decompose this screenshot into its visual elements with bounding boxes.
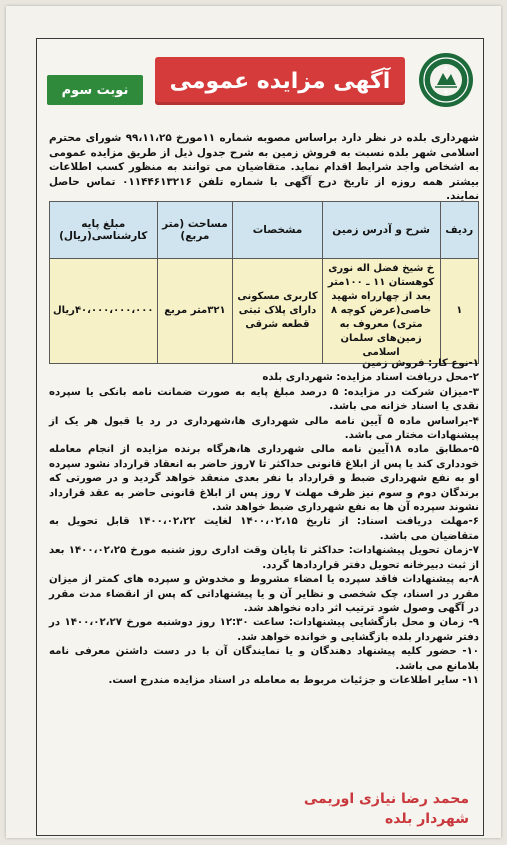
col-area-header: مساحت (متر مربع): [157, 202, 233, 259]
term-item: ۵-مطابق ماده ۱۸آیین نامه مالی شهرداری ها،هرگاه برنده مزایده از انجام معامله خودداری کند یا پس از ابلاغ قانونی حداکثر تا ۷روز حاضر به انعقاد قرارداد نشود سپرده او به نفع شهرداری ضبط و قرارداد با نفر بعدی منعقد خواهد گردید و در صورتی که برندگان دوم و سوم نیز ظرف مهلت ۷ روز پس از ابلاغ قانونی حاضر به عقد قرارداد نشوند سپرده آن ها به نفع شهرداری ضبط خواهد شد.: [49, 444, 479, 514]
table-header-row: [50, 202, 479, 259]
auction-lots-table: [49, 201, 479, 364]
term-item: ۴-براساس ماده ۵ آیین نامه مالی شهرداری ها،شهرداری در رد یا قبول هر یک از پیشنهادات مختار می باشد.: [49, 415, 479, 442]
table-row: [50, 259, 479, 364]
intro-paragraph: شهرداری بلده در نظر دارد براساس مصوبه شماره ۱۱مورخ ۹۹،۱۱،۲۵ شورای محترم اسلامی شهر بلده نسبت به فروش زمین به شرح جدول ذیل از طریق مزایده عمومی به اشخاص واجد شرایط اقدام نماید. متقاضیان می توانند به منظور کسب اطلاعات بیشتر همه روزه از تاریخ درج آگهی با شماره تلفن ۰۱۱۴۴۶۱۳۲۱۶ تماس حاصل نمایند.: [49, 132, 479, 202]
cell-price: ۴۰،۰۰۰،۰۰۰،۰۰۰ریال: [50, 259, 158, 364]
signatory-name: محمد رضا نیازی اوریمی: [303, 791, 469, 807]
ad-header: [37, 39, 483, 121]
municipality-seal-icon: [417, 51, 475, 109]
term-item: ۲-محل دریافت اسناد مزایده: شهرداری بلده: [262, 372, 479, 384]
terms-list: [49, 357, 479, 688]
col-price-header: مبلغ پایه کارشناسی(ریال): [50, 202, 158, 259]
cell-specs: کاربری مسکونی دارای پلاک ثبتی قطعه شرقی: [233, 259, 322, 364]
signature-block: [304, 789, 469, 829]
cell-row-number: ۱: [440, 259, 478, 364]
round-badge: نوبت سوم: [47, 75, 143, 105]
col-specs-header: مشخصات: [233, 202, 322, 259]
signatory-position: شهردار بلده: [385, 811, 469, 827]
term-item: ۱۰- حضور کلیه پیشنهاد دهندگان و یا نمایندگان آن با در دست داشتن معرفی نامه بلامانع می باشد.: [49, 646, 479, 672]
col-row-header: ردیف: [440, 202, 478, 259]
ad-title: آگهی مزایده عمومی: [155, 57, 405, 105]
term-item: ۶-مهلت دریافت اسناد: از تاریخ ۱۴۰۰،۰۲،۱۵ لغایت ۱۴۰۰،۰۲،۲۲ قابل تحویل به متقاضیان می باشد.: [49, 516, 480, 542]
term-item: ۳-میزان شرکت در مزایده: ۵ درصد مبلغ پایه به صورت ضمانت نامه بانکی یا سپرده نقدی یا اسناد خزانه می باشد.: [49, 386, 479, 413]
term-item: ۱-نوع کار: فروش زمین: [362, 358, 479, 369]
col-address-header: شرح و آدرس زمین: [322, 202, 440, 259]
term-item: ۷-زمان تحویل پیشنهادات: حداکثر تا پایان وقت اداری روز شنبه مورخ ۱۴۰۰،۰۲،۲۵ بعد از ثبت دبیرخانه تحویل دفتر قراردادها گردد.: [49, 545, 479, 571]
term-item: ۹- زمان و محل بازگشایی پیشنهادات: ساعت ۱۲:۳۰ روز دوشنبه مورخ ۱۴۰۰،۰۲،۲۷ در دفتر شهردار بلده بازگشایی و خوانده خواهد شد.: [49, 617, 480, 643]
term-item: ۸-به پیشنهادات فاقد سپرده یا امضاء مشروط و مخدوش و سپرده های کمتر از میزان مقرر در اسناد، چک شخصی و نظایر آن و یا پیشنهاداتی که پس از انقضاء مدت مقرر در آگهی وصول شود ترتیب اثر داده نخواهد شد.: [49, 574, 479, 614]
cell-area: ۳۲۱متر مربع: [157, 259, 233, 364]
term-item: ۱۱- سایر اطلاعات و جزئیات مربوط به معامله در اسناد مزایده مندرج است.: [108, 674, 479, 686]
ad-frame: [36, 38, 484, 836]
cell-address: خ شیخ فضل اله نوری کوهستان ۱۱ ـ ۱۰۰متر بعد از چهارراه شهید خاصی(عرض کوچه ۸ متری) معروف به زمین‌های سلمان اسلامی: [322, 259, 440, 364]
newspaper-clipping: [6, 6, 501, 838]
